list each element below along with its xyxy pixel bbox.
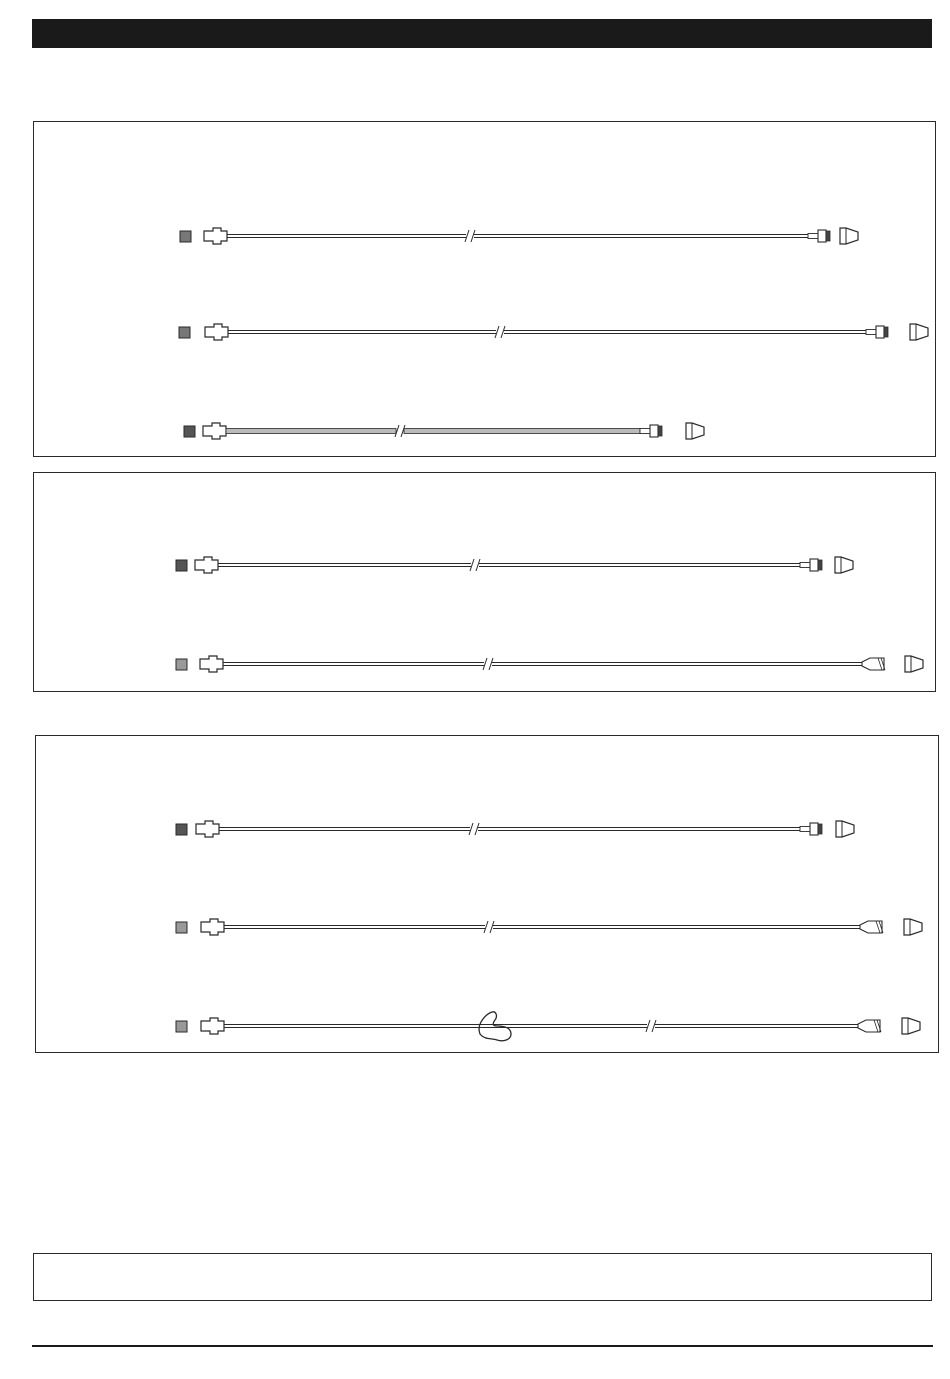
color-swatch bbox=[176, 922, 187, 933]
extension-set-2 bbox=[179, 324, 928, 340]
extension-set-4 bbox=[176, 557, 853, 573]
end-cap bbox=[904, 919, 922, 935]
left-connector bbox=[205, 324, 228, 340]
break-mark bbox=[471, 230, 475, 242]
break-mark bbox=[484, 921, 488, 933]
tubing-segment bbox=[404, 429, 640, 434]
break-mark bbox=[646, 1020, 650, 1032]
end-cap bbox=[905, 656, 923, 672]
color-swatch bbox=[176, 659, 187, 670]
break-mark bbox=[475, 823, 479, 835]
end-cap bbox=[910, 324, 928, 340]
end-cap bbox=[902, 1018, 920, 1034]
break-mark bbox=[469, 823, 473, 835]
right-connector-collar bbox=[876, 326, 884, 338]
left-connector bbox=[195, 557, 218, 573]
left-connector bbox=[196, 821, 219, 837]
end-cap bbox=[686, 423, 704, 439]
extension-set-1 bbox=[180, 228, 858, 244]
end-cap bbox=[840, 228, 858, 244]
extension-set-8 bbox=[176, 1012, 920, 1041]
break-mark bbox=[652, 1020, 656, 1032]
color-swatch bbox=[180, 231, 191, 242]
tubing-segment bbox=[226, 429, 396, 434]
slide-clamp bbox=[479, 1012, 511, 1041]
break-mark bbox=[495, 326, 499, 338]
right-connector-collar bbox=[810, 559, 818, 571]
right-connector bbox=[800, 563, 810, 568]
color-swatch bbox=[176, 1021, 187, 1032]
right-connector bbox=[866, 330, 876, 335]
right-connector bbox=[860, 921, 882, 933]
left-connector bbox=[203, 423, 226, 439]
right-connector-collar bbox=[810, 823, 818, 835]
break-mark bbox=[483, 658, 487, 670]
break-mark bbox=[489, 658, 493, 670]
extension-set-6 bbox=[176, 821, 854, 837]
left-connector bbox=[201, 919, 224, 935]
left-connector bbox=[201, 1018, 224, 1034]
left-connector bbox=[204, 228, 227, 244]
color-swatch bbox=[176, 824, 187, 835]
right-connector-ring bbox=[884, 327, 888, 337]
color-swatch bbox=[179, 327, 190, 338]
right-connector bbox=[862, 658, 884, 670]
extension-set-3 bbox=[184, 423, 704, 439]
right-connector-ring bbox=[818, 560, 822, 570]
extension-set-5 bbox=[176, 656, 923, 672]
right-connector-collar bbox=[650, 425, 658, 437]
break-mark bbox=[470, 559, 474, 571]
left-connector bbox=[200, 656, 223, 672]
right-connector bbox=[800, 827, 810, 832]
extension-set-7 bbox=[176, 919, 922, 935]
right-connector bbox=[640, 429, 650, 434]
right-connector-ring bbox=[826, 231, 830, 241]
break-mark bbox=[501, 326, 505, 338]
break-mark bbox=[465, 230, 469, 242]
end-cap bbox=[835, 557, 853, 573]
right-connector-collar bbox=[818, 230, 826, 242]
color-swatch bbox=[184, 426, 195, 437]
right-connector-ring bbox=[658, 426, 662, 436]
right-connector-ring bbox=[818, 824, 822, 834]
color-swatch bbox=[176, 560, 187, 571]
end-cap bbox=[836, 821, 854, 837]
right-connector bbox=[858, 1020, 880, 1032]
break-mark bbox=[476, 559, 480, 571]
break-mark bbox=[490, 921, 494, 933]
right-connector bbox=[808, 234, 818, 239]
